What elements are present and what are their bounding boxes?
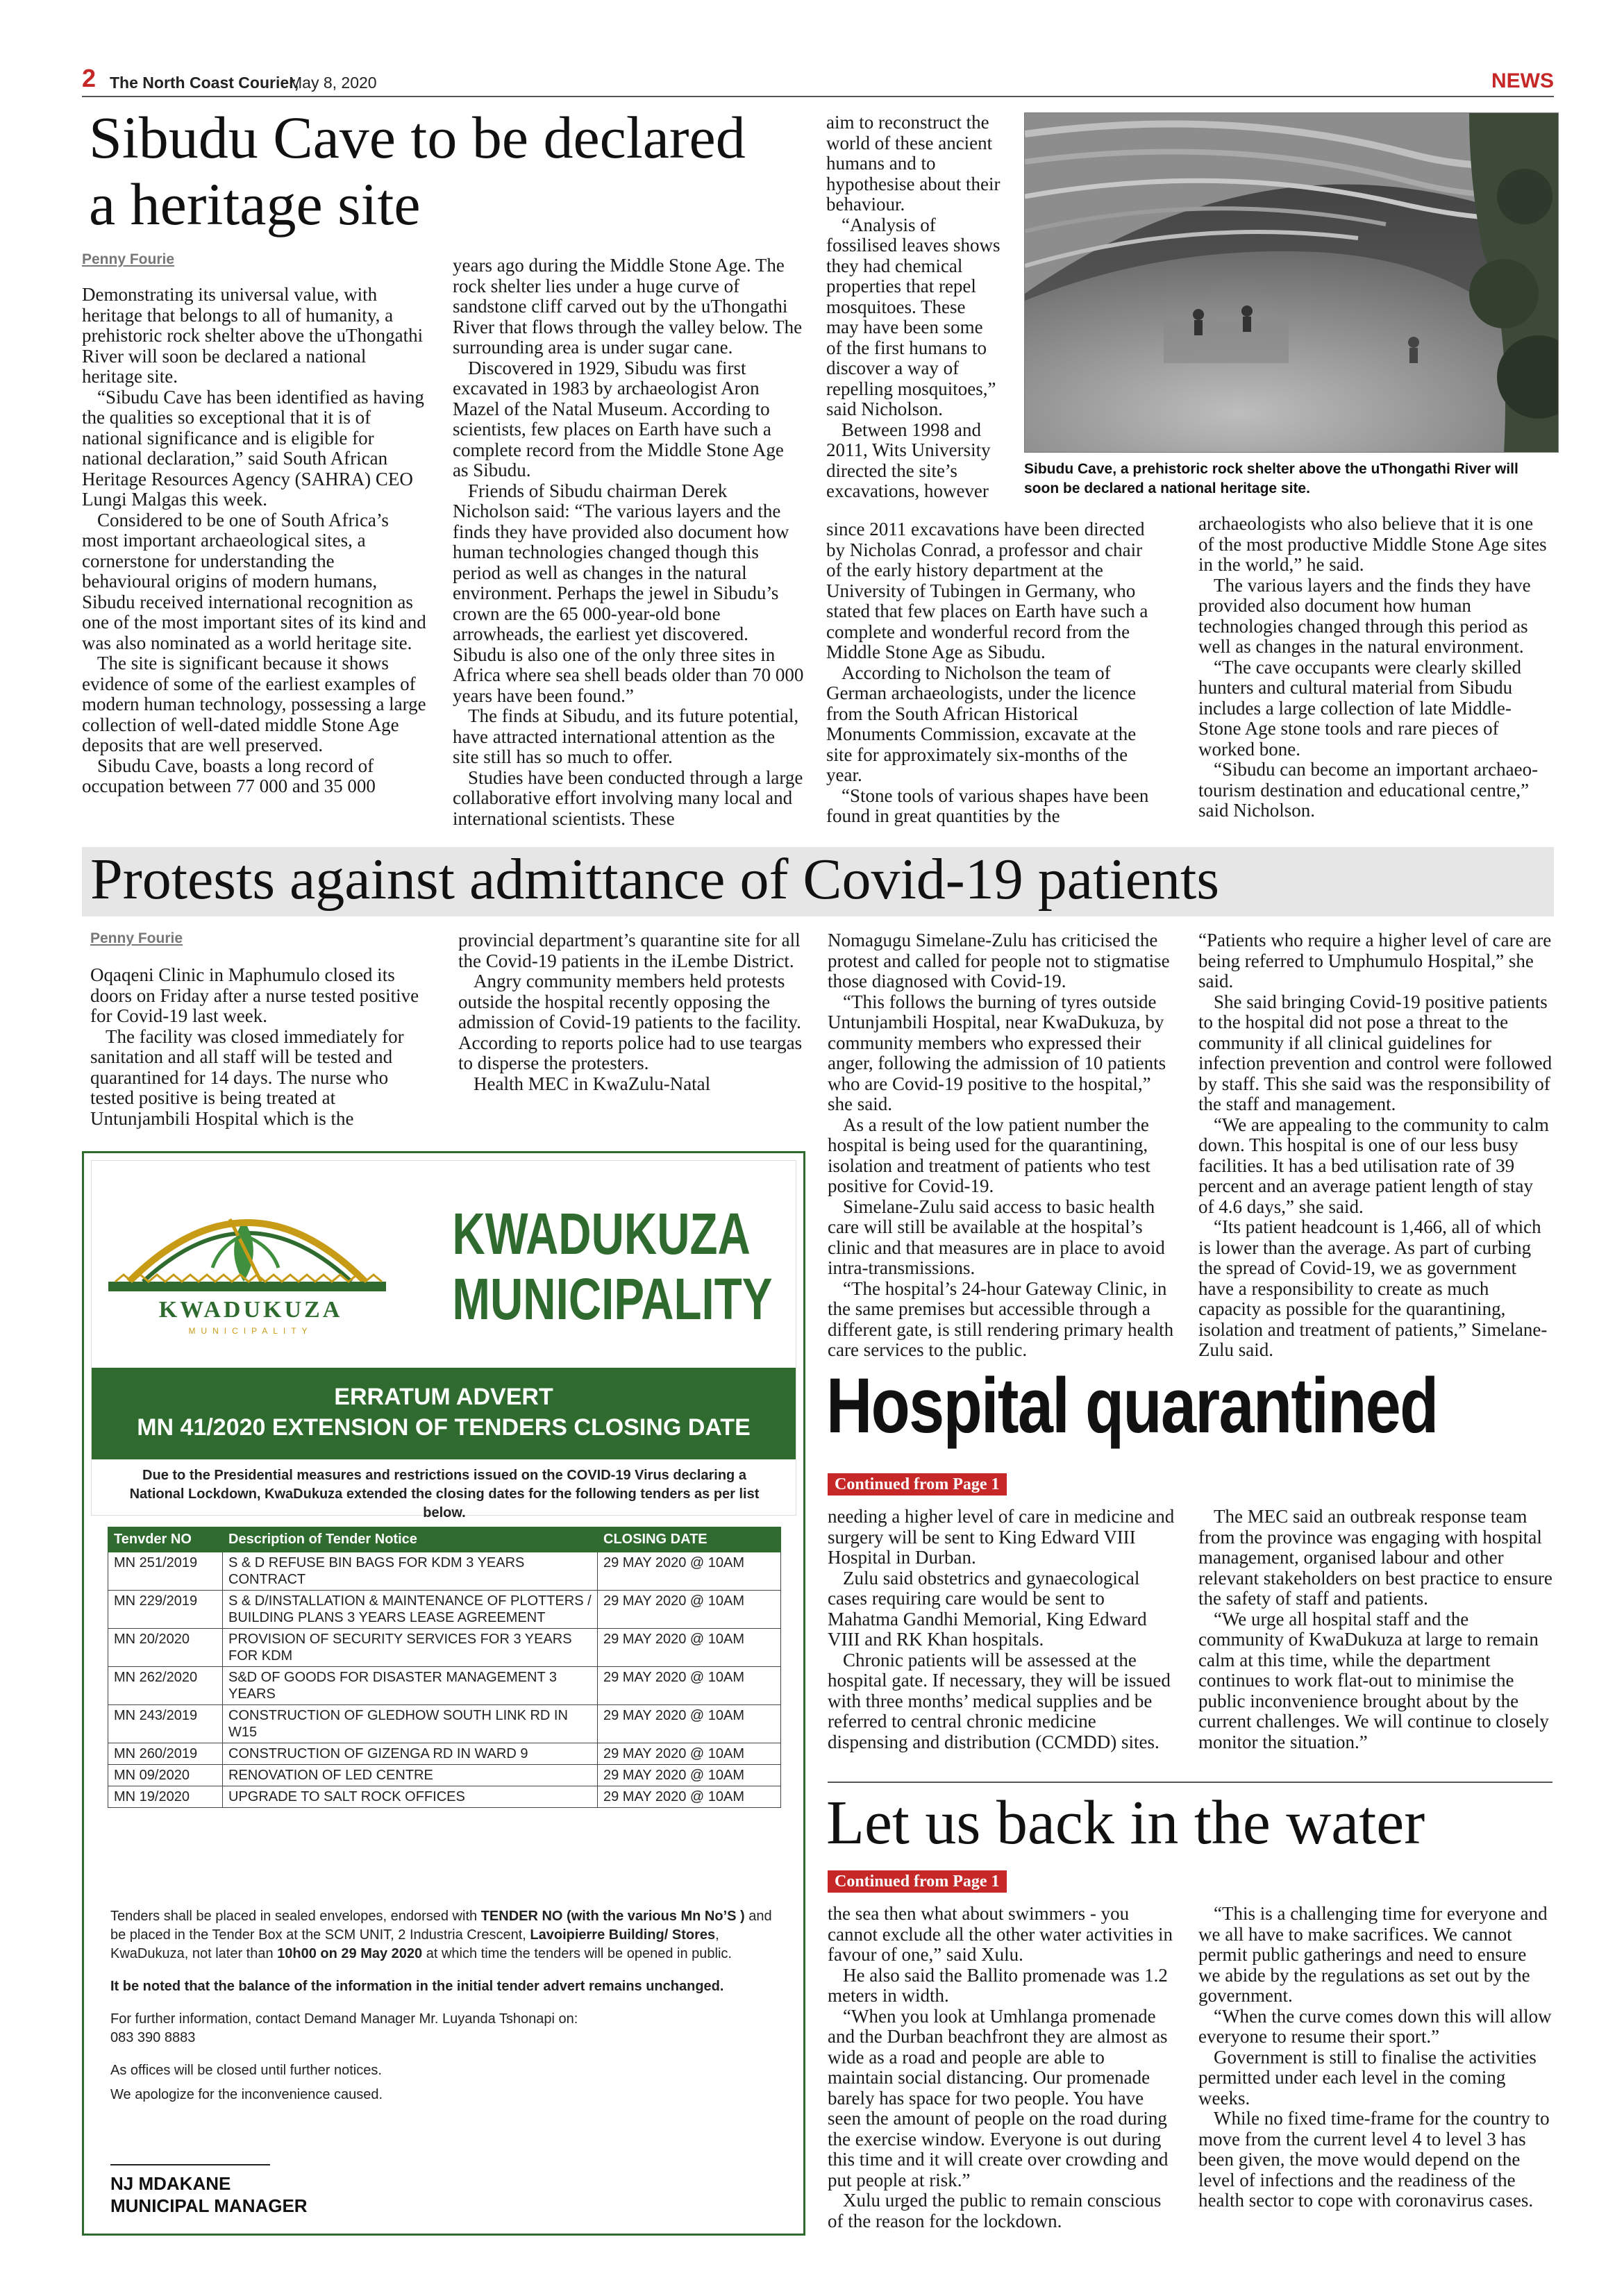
paragraph: The MEC said an outbreak response team from the province was engaging with hospital management, organised labour and other relevant stakeholders on best practice to ensure the safety of staff and patients. <box>1198 1506 1552 1609</box>
banner-line-2: MN 41/2020 EXTENSION OF TENDERS CLOSING DATE <box>137 1414 751 1441</box>
column-header-tender-no: Tenvder NO <box>108 1527 223 1552</box>
tender-no: MN 09/2020 <box>108 1765 223 1786</box>
paragraph: Angry community members held protests outside the hospital recently opposing the admission of Covid-19 patients to the facility. According to reports police had to use teargas to disperse the protesters. <box>458 971 803 1073</box>
paragraph: “Stone tools of various shapes have been found in great quantities by the <box>826 785 1149 826</box>
paragraph: The site is significant because it shows evidence of some of the earliest examples of modern human technology, possessing a large collection of well-dated middle Stone Age deposits that are well preserved. <box>82 653 426 755</box>
page-number: 2 <box>82 64 97 92</box>
table-row <box>108 1629 781 1667</box>
article2-byline: Penny Fourie <box>90 930 183 946</box>
tender-no: MN 251/2019 <box>108 1552 223 1591</box>
photo-caption: Sibudu Cave, a prehistoric rock shelter above the uThongathi River will soon be declared a national heritage site. <box>1024 461 1518 496</box>
banner-line-1: ERRATUM ADVERT <box>334 1384 553 1410</box>
article3-headline: Hospital quarantined <box>826 1362 1438 1449</box>
paragraph: While no fixed time-frame for the country to move from the current level 4 to level 3 has been given, the move would depend on the level of infections and the readiness of the health sector to cope with coronavirus cases. <box>1198 2108 1550 2211</box>
paragraph: Friends of Sibudu chairman Derek Nicholson said: “The various layers and the finds they have provided also document how human technologies changed though this period as well as changes in the natural environment. Perhaps the jewel in Sibudu’s crown are the 65 000-year-old bone arrowheads, the earliest yet discovered. Sibudu is also one of the only three sites in Africa where sea shell beads older than 70 000 years have been found.” <box>453 480 804 706</box>
tender-no: MN 19/2020 <box>108 1786 223 1808</box>
paragraph: Government is still to finalise the activities permitted under each level in the coming weeks. <box>1198 2046 1537 2109</box>
section-label: NEWS <box>1491 69 1554 92</box>
paragraph: Nomagugu Simelane-Zulu has criticised the protest and called for people not to stigmatise those diagnosed with Covid-19. <box>828 930 1170 991</box>
tender-description: UPGRADE TO SALT ROCK OFFICES <box>223 1786 598 1808</box>
article4-headline: Let us back in the water <box>826 1788 1425 1857</box>
sealed-text-4: at which time the tenders will be opened in public. <box>422 1946 732 1961</box>
tender-table <box>108 1527 781 1808</box>
article2-column-3 <box>828 930 1175 1361</box>
signatory-name: NJ MDAKANE <box>110 2173 231 2194</box>
sealed-envelope-note <box>110 1907 777 1963</box>
article1-column-2 <box>453 255 804 829</box>
paragraph: “We urge all hospital staff and the community of KwaDukuza at large to remain calm at this time, while the department continues to work flat-out to minimise the public inconvenience brought about by the current challenges. We will continue to closely monitor the situation.” <box>1198 1608 1549 1752</box>
paragraph: provincial department’s quarantine site for all the Covid-19 patients in the iLembe District. <box>458 930 801 971</box>
signatory-block <box>110 2172 308 2217</box>
tender-description: S & D/INSTALLATION & MAINTENANCE OF PLOTTERS / BUILDING PLANS 3 YEARS LEASE AGREEMENT <box>223 1591 598 1629</box>
article2-column-4 <box>1198 930 1552 1361</box>
offices-closed-note: As offices will be closed until further notices. <box>110 2063 382 2078</box>
paragraph: “This follows the burning of tyres outside Untunjambili Hospital, near KwaDukuza, by community members who expressed their anger, following the admission of 10 patients who are Covid-19 positive to the hospital,” she said. <box>828 991 1166 1114</box>
closing-date: 29 MAY 2020 @ 10AM <box>598 1743 781 1765</box>
paragraph: Health MEC in KwaZulu-Natal <box>474 1073 711 1094</box>
paragraph: As a result of the low patient number the hospital is being used for the quarantining, isolation and treatment of patients who test positive for Covid-19. <box>828 1114 1150 1196</box>
advert-header <box>91 1160 796 1520</box>
tender-description: RENOVATION OF LED CENTRE <box>223 1765 598 1786</box>
logo-subtext: MUNICIPALITY <box>188 1326 313 1336</box>
paragraph: Considered to be one of South Africa’s most important archaeological sites, a cornerstone for understanding the behavioural origins of modern humans, Sibudu received international recognition as one of the most important sites of its kind and was also nominated as a world heritage site. <box>82 509 426 653</box>
tender-no: MN 262/2020 <box>108 1667 223 1705</box>
publication-name: The North Coast Courier, <box>110 74 299 92</box>
tender-description: S & D REFUSE BIN BAGS FOR KDM 3 YEARS CONTRACT <box>223 1552 598 1591</box>
table-row <box>108 1552 781 1591</box>
paragraph: Studies have been conducted through a large collaborative effort involving many local and international scientists. These <box>453 766 803 829</box>
paragraph: “When you look at Umhlanga promenade and the Durban beachfront they are almost as wide as a road and people are able to maintain social distancing. Our promenade barely has space for two people. You have seen the amount of people on the road during the exercise window. Everyone is out during this time and it will create over crowding and put people at risk.” <box>828 2005 1169 2190</box>
tender-no: MN 260/2019 <box>108 1743 223 1765</box>
closing-date: 29 MAY 2020 @ 10AM <box>598 1629 781 1667</box>
paragraph: Chronic patients will be assessed at the hospital gate. If necessary, they will be issued with three months’ medical supplies and be referred to central chronic medicine dispensing and distribution (CCMDD) sites. <box>828 1649 1171 1752</box>
paragraph: Zulu said obstetrics and gynaecological cases requiring care would be sent to Mahatma Gandhi Memorial, King Edward VIII and RK Khan hospitals. <box>828 1567 1147 1650</box>
paragraph: The finds at Sibudu, and its future potential, have attracted international attention as the site still has so much to offer. <box>453 705 799 767</box>
column-header-description: Description of Tender Notice <box>223 1527 598 1552</box>
paragraph: years ago during the Middle Stone Age. The rock shelter lies under a huge curve of sandstone cliff carved out by the uThongathi River that flows through the valley below. The surrounding area is under sugar cane. <box>453 255 803 358</box>
paragraph: According to Nicholson the team of German archaeologists, under the licence from the South African Historical Monuments Commission, excavate at the site for approximately six-months of the year. <box>826 662 1137 785</box>
sealed-bold-3: 10h00 on 29 May 2020 <box>277 1946 423 1961</box>
heading-line-2: MUNICIPALITY <box>452 1266 773 1332</box>
paragraph: Oqaqeni Clinic in Maphumulo closed its doors on Friday after a nurse tested positive for Covid-19 last week. <box>90 964 419 1026</box>
table-row <box>108 1786 781 1808</box>
sealed-bold-2: Lavoipierre Building/ Stores <box>530 1927 716 1943</box>
cave-illustration <box>1025 113 1559 453</box>
paragraph: “The cave occupants were clearly skilled hunters and cultural material from Sibudu includes a large collection of late Middle-Stone Age stone tools and rare pieces of worked bone. <box>1198 656 1522 760</box>
paragraph: “Patients who require a higher level of care are being referred to Umphumulo Hospital,” she said. <box>1198 930 1552 991</box>
tender-table-wrap <box>108 1527 781 1808</box>
article2-column-2 <box>458 930 803 1094</box>
apology-note: We apologize for the inconvenience caused. <box>110 2087 383 2102</box>
paragraph: The facility was closed immediately for sanitation and all staff will be tested and quarantined for 14 days. The nurse who tested positive is being treated at Untunjambili Hospital which is the <box>90 1025 404 1129</box>
continued-label: Continued from Page 1 <box>828 1870 1007 1893</box>
advert-heading <box>452 1201 773 1332</box>
sealed-text-2: and be placed in the Tender Box at the SCM UNIT, 2 Industria Crescent, <box>110 1909 772 1943</box>
tender-description: S&D OF GOODS FOR DISASTER MANAGEMENT 3 YEARS <box>223 1667 598 1705</box>
article1-byline: Penny Fourie <box>82 251 175 267</box>
tender-no: MN 20/2020 <box>108 1629 223 1667</box>
section-rule <box>828 1782 1552 1783</box>
article3-column-2 <box>1198 1507 1552 1752</box>
paragraph: “This is a challenging time for everyone and we all have to make sacrifices. We cannot permit public gatherings and need to ensure we abide by the regulations as set out by the government. <box>1198 1903 1548 2006</box>
logo-text: KWADUKUZA <box>158 1297 343 1323</box>
paragraph: Xulu urged the public to remain conscious of the reason for the lockdown. <box>828 2190 1162 2231</box>
paragraph: Discovered in 1929, Sibudu was first excavated in 1983 by archaeologist Aron Mazel of the Natal Museum. According to scientists, few places on Earth have such a complete record from the Middle Stone Age as Sibudu. <box>453 357 784 480</box>
page-header <box>82 62 1554 97</box>
issue-date: May 8, 2020 <box>289 74 377 92</box>
tender-no: MN 243/2019 <box>108 1705 223 1743</box>
paragraph: archaeologists who also believe that it is one of the most productive Middle Stone Age sites in the world,” he said. <box>1198 513 1547 575</box>
article1-column-4 <box>1198 514 1552 821</box>
paragraph: needing a higher level of care in medicine and surgery will be sent to King Edward VIII Hospital in Durban. <box>828 1506 1175 1568</box>
table-row <box>108 1667 781 1705</box>
municipality-logo <box>101 1178 393 1344</box>
paragraph: Sibudu Cave, boasts a long record of occupation between 77 000 and 35 000 <box>82 755 376 796</box>
sealed-text-3: , KwaDukuza, not later than <box>110 1927 719 1961</box>
signatory-title: MUNICIPAL MANAGER <box>110 2195 308 2216</box>
header-rule <box>82 96 1554 97</box>
paragraph: He also said the Ballito promenade was 1.2 meters in width. <box>828 1964 1168 2006</box>
paragraph: “Sibudu Cave has been identified as having the qualities so exceptional that it is of national significance and is eligible for national declaration,” said South African Heritage Resources Agency (SAHRA) CEO Lungi Malgas this week. <box>82 386 424 510</box>
paragraph: “We are appealing to the community to calm down. This hospital is one of our less busy facilities. It has a bed utilisation rate of 39 percent and an average patient length of stay of 4.6 days,” she said. <box>1198 1114 1549 1217</box>
paragraph: “When the curve comes down this will allow everyone to resume their sport.” <box>1198 2005 1552 2047</box>
paragraph: She said bringing Covid-19 positive patients to the hospital did not pose a threat to the community if all clinical guidelines for infection prevention and control were followed by staff. This she said was the responsibility of the staff and management. <box>1198 991 1552 1114</box>
sealed-text-1: Tenders shall be placed in sealed envelopes, endorsed with <box>110 1909 481 1924</box>
column-header-closing-date: CLOSING DATE <box>598 1527 781 1552</box>
paragraph: “The hospital’s 24-hour Gateway Clinic, in the same premises but accessible through a different gate, is still rendering primary health care services to the public. <box>828 1277 1174 1360</box>
paragraph: the sea then what about swimmers - you cannot exclude all the other water activities in favour of one,” said Xulu. <box>828 1903 1173 1965</box>
closing-date: 29 MAY 2020 @ 10AM <box>598 1591 781 1629</box>
headline-line-1: Sibudu Cave to be declared <box>89 104 746 171</box>
paragraph: Simelane-Zulu said access to basic health care will still be available at the hospital’s clinic and that measures are in place to avoid intra-transmissions. <box>828 1196 1165 1278</box>
article4-column-1 <box>828 1904 1175 2231</box>
sealed-bold-1: TENDER NO (with the various Mn No’S ) <box>480 1909 745 1924</box>
closing-date: 29 MAY 2020 @ 10AM <box>598 1786 781 1808</box>
article4-column-2 <box>1198 1904 1552 2211</box>
paragraph: The various layers and the finds they have provided also document how human technologies changed through this period as well as changes in the natural environment. <box>1198 574 1531 657</box>
article2-column-1 <box>90 965 432 1129</box>
article3-column-1 <box>828 1507 1175 1752</box>
tender-description: CONSTRUCTION OF GIZENGA RD IN WARD 9 <box>223 1743 598 1765</box>
contact-phone: 083 390 8883 <box>110 2030 196 2045</box>
paragraph: Between 1998 and 2011, Wits University directed the site’s excavations, however <box>826 419 991 501</box>
contact-line-1: For further information, contact Demand Manager Mr. Luyanda Tshonapi on: <box>110 2011 578 2027</box>
continued-label: Continued from Page 1 <box>828 1473 1007 1495</box>
paragraph: “Sibudu can become an important archaeo-tourism destination and educational centre,” said Nicholson. <box>1198 759 1539 821</box>
heading-line-1: KWADUKUZA <box>452 1201 751 1266</box>
tender-description: CONSTRUCTION OF GLEDHOW SOUTH LINK RD IN W15 <box>223 1705 598 1743</box>
table-row <box>108 1591 781 1629</box>
paragraph: aim to reconstruct the world of these ancient humans and to hypothesise about their behaviour. <box>826 112 1001 215</box>
headline-line-2: a heritage site <box>89 171 421 237</box>
article1-column-3-top <box>826 112 1001 502</box>
closing-date: 29 MAY 2020 @ 10AM <box>598 1705 781 1743</box>
article1-headline <box>89 104 818 237</box>
sibudu-cave-photo <box>1024 112 1559 453</box>
table-row <box>108 1765 781 1786</box>
tender-no: MN 229/2019 <box>108 1591 223 1629</box>
table-row <box>108 1705 781 1743</box>
paragraph: “Its patient headcount is 1,466, all of which is lower than the average. As part of curbing the spread of Covid-19, we as government have a responsibility to create as much capacity as possible for the quarantining, isolation and treatment of patients,” Simelane-Zulu said. <box>1198 1216 1548 1360</box>
signature-line <box>110 2164 270 2165</box>
article1-column-1 <box>82 285 426 797</box>
table-header-row <box>108 1527 781 1552</box>
article1-column-3-bottom <box>826 519 1160 827</box>
advert-intro: Due to the Presidential measures and restrictions issued on the COVID-19 Virus declaring a National Lockdown, KwaDukuza extended the closing dates for the following tenders as per list below. <box>129 1468 760 1520</box>
paragraph: since 2011 excavations have been directed by Nicholas Conrad, a professor and chair of the early history department at the University of Tubingen in Germany, who stated that few places on Earth have such a complete and wonderful record from the Middle Stone Age as Sibudu. <box>826 519 1148 662</box>
tender-advert <box>82 1151 805 2236</box>
advert-instructions <box>110 1907 777 2104</box>
paragraph: Demonstrating its universal value, with heritage that belongs to all of humanity, a prehistoric rock shelter above the uThongathi River will soon be declared a national heritage site. <box>82 284 424 387</box>
tender-description: PROVISION OF SECURITY SERVICES FOR 3 YEARS FOR KDM <box>223 1629 598 1667</box>
paragraph: “Analysis of fossilised leaves shows they had chemical properties that repel mosquitoes. These may have been some of the first humans to discover a way of repelling mosquitoes,” said Nicholson. <box>826 214 1001 419</box>
erratum-banner <box>92 1368 796 1459</box>
closing-date: 29 MAY 2020 @ 10AM <box>598 1667 781 1705</box>
closing-date: 29 MAY 2020 @ 10AM <box>598 1765 781 1786</box>
balance-note: It be noted that the balance of the information in the initial tender advert remains unchanged. <box>110 1979 724 1994</box>
closing-date: 29 MAY 2020 @ 10AM <box>598 1552 781 1591</box>
article2-headline: Protests against admittance of Covid-19 patients <box>90 847 1220 912</box>
table-row <box>108 1743 781 1765</box>
